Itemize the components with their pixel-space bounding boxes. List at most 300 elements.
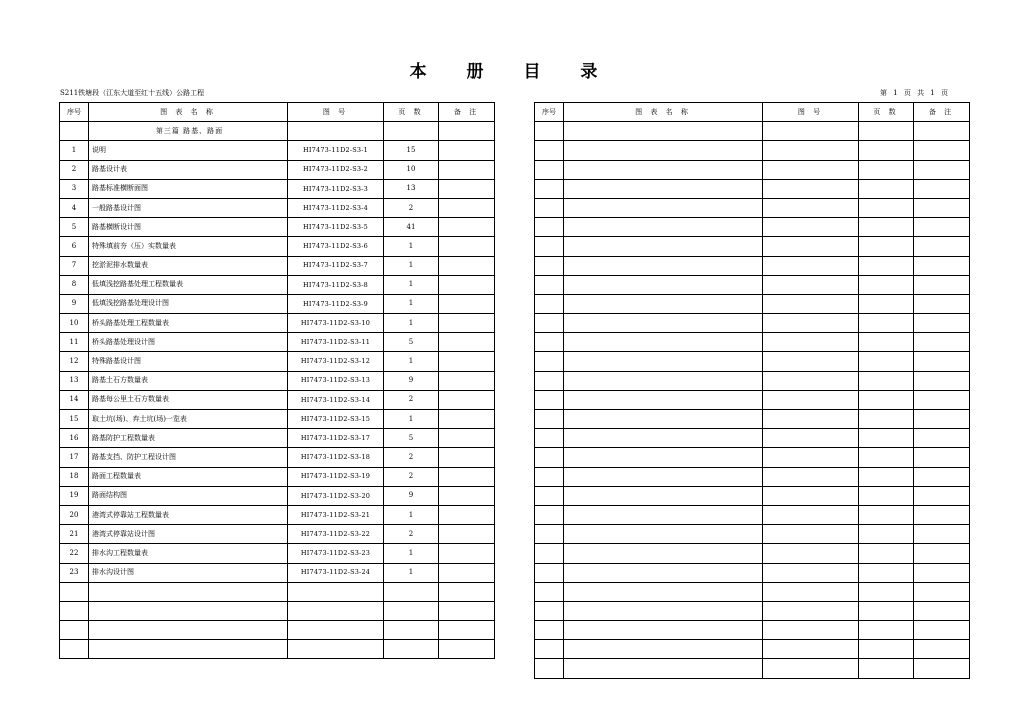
row-number: 18	[60, 467, 89, 486]
cell-empty	[914, 505, 970, 524]
page-title: 本 册 目 录	[409, 62, 615, 82]
empty-row	[535, 122, 970, 141]
cell-empty	[914, 563, 970, 582]
cell-empty	[60, 640, 89, 659]
cell-empty	[535, 544, 564, 563]
row-drawing-code: HI7473-11D2-S3-22	[288, 525, 384, 544]
row-name: 低填浅挖路基处理工程数量表	[89, 275, 288, 294]
cell-empty	[763, 237, 859, 256]
row-number: 8	[60, 275, 89, 294]
cell-empty	[763, 141, 859, 160]
empty-row	[535, 352, 970, 371]
cell-empty	[564, 122, 763, 141]
cell-empty	[535, 352, 564, 371]
cell-empty	[564, 601, 763, 620]
table-row	[60, 198, 495, 217]
cell-empty	[914, 659, 970, 678]
row-name: 排水沟工程数量表	[89, 544, 288, 563]
cell-empty	[763, 621, 859, 640]
cell-empty	[859, 525, 914, 544]
cell-empty	[288, 582, 384, 601]
cell-empty	[535, 237, 564, 256]
toc-table-right	[534, 102, 970, 679]
cell-empty	[564, 582, 763, 601]
row-name: 港湾式停靠站设计图	[89, 525, 288, 544]
table-row	[60, 237, 495, 256]
row-number: 10	[60, 314, 89, 333]
cell-empty	[564, 429, 763, 448]
cell-empty	[859, 563, 914, 582]
cell-empty	[535, 448, 564, 467]
row-name: 路面工程数量表	[89, 467, 288, 486]
row-number: 22	[60, 544, 89, 563]
header-name: 图 表 名 称	[564, 103, 763, 122]
empty-row	[535, 467, 970, 486]
row-name: 排水沟设计图	[89, 563, 288, 582]
cell-empty	[763, 160, 859, 179]
cell-empty	[763, 467, 859, 486]
cell-empty	[914, 621, 970, 640]
row-page-count: 1	[384, 314, 439, 333]
row-drawing-code: HI7473-11D2-S3-9	[288, 294, 384, 313]
cell-empty	[564, 198, 763, 217]
cell-empty	[535, 621, 564, 640]
cell-empty	[859, 160, 914, 179]
cell-empty	[60, 582, 89, 601]
empty-row	[535, 486, 970, 505]
cell-empty	[89, 640, 288, 659]
table-row	[60, 371, 495, 390]
row-remarks	[439, 218, 495, 237]
row-name: 一般路基设计图	[89, 198, 288, 217]
cell-empty	[914, 294, 970, 313]
cell-empty	[535, 256, 564, 275]
row-page-count: 2	[384, 467, 439, 486]
empty-row	[535, 410, 970, 429]
empty-row	[535, 563, 970, 582]
cell-empty	[288, 640, 384, 659]
section-title: 第三篇 路基、路面	[89, 122, 288, 141]
row-page-count: 1	[384, 256, 439, 275]
row-page-count: 10	[384, 160, 439, 179]
cell-empty	[439, 122, 495, 141]
cell-empty	[535, 601, 564, 620]
cell-empty	[763, 563, 859, 582]
cell-empty	[384, 122, 439, 141]
cell-empty	[564, 237, 763, 256]
cell-empty	[564, 544, 763, 563]
row-drawing-code: HI7473-11D2-S3-18	[288, 448, 384, 467]
row-page-count: 41	[384, 218, 439, 237]
cell-empty	[763, 640, 859, 659]
row-name: 路基土石方数量表	[89, 371, 288, 390]
cell-empty	[535, 429, 564, 448]
cell-empty	[763, 122, 859, 141]
row-number: 12	[60, 352, 89, 371]
row-number: 13	[60, 371, 89, 390]
cell-empty	[763, 294, 859, 313]
empty-row	[60, 621, 495, 640]
cell-empty	[763, 525, 859, 544]
row-number: 1	[60, 141, 89, 160]
section-row	[60, 122, 495, 141]
header-remarks: 备 注	[439, 103, 495, 122]
empty-row	[535, 314, 970, 333]
cell-empty	[535, 640, 564, 659]
row-drawing-code: HI7473-11D2-S3-24	[288, 563, 384, 582]
empty-row	[535, 294, 970, 313]
row-name: 挖淤泥排水数量表	[89, 256, 288, 275]
row-number: 17	[60, 448, 89, 467]
cell-empty	[859, 640, 914, 659]
cell-empty	[859, 294, 914, 313]
cell-empty	[564, 525, 763, 544]
cell-empty	[564, 218, 763, 237]
empty-row	[60, 601, 495, 620]
cell-empty	[535, 371, 564, 390]
row-number: 20	[60, 505, 89, 524]
cell-empty	[859, 218, 914, 237]
cell-empty	[564, 563, 763, 582]
cell-empty	[859, 198, 914, 217]
cell-empty	[89, 601, 288, 620]
cell-empty	[914, 467, 970, 486]
row-page-count: 1	[384, 544, 439, 563]
row-remarks	[439, 467, 495, 486]
row-drawing-code: HI7473-11D2-S3-7	[288, 256, 384, 275]
cell-empty	[60, 601, 89, 620]
row-drawing-code: HI7473-11D2-S3-19	[288, 467, 384, 486]
row-name: 低填浅挖路基处理设计图	[89, 294, 288, 313]
cell-empty	[914, 429, 970, 448]
row-name: 路基防护工程数量表	[89, 429, 288, 448]
cell-empty	[763, 601, 859, 620]
cell-empty	[564, 410, 763, 429]
row-number: 4	[60, 198, 89, 217]
row-remarks	[439, 237, 495, 256]
cell-empty	[763, 314, 859, 333]
cell-empty	[535, 563, 564, 582]
row-drawing-code: HI7473-11D2-S3-3	[288, 179, 384, 198]
row-number: 15	[60, 410, 89, 429]
header-num: 序号	[535, 103, 564, 122]
row-number: 7	[60, 256, 89, 275]
cell-empty	[914, 314, 970, 333]
table-row	[60, 390, 495, 409]
row-remarks	[439, 179, 495, 198]
cell-empty	[763, 371, 859, 390]
row-page-count: 1	[384, 352, 439, 371]
cell-empty	[859, 390, 914, 409]
cell-empty	[288, 621, 384, 640]
cell-empty	[859, 333, 914, 352]
cell-empty	[763, 659, 859, 678]
cell-empty	[384, 621, 439, 640]
cell-empty	[763, 544, 859, 563]
row-drawing-code: HI7473-11D2-S3-13	[288, 371, 384, 390]
cell-empty	[914, 410, 970, 429]
empty-row	[535, 621, 970, 640]
cell-empty	[914, 601, 970, 620]
row-page-count: 2	[384, 448, 439, 467]
row-drawing-code: HI7473-11D2-S3-23	[288, 544, 384, 563]
cell-empty	[859, 486, 914, 505]
cell-empty	[859, 122, 914, 141]
row-remarks	[439, 160, 495, 179]
cell-empty	[535, 198, 564, 217]
row-number: 6	[60, 237, 89, 256]
row-remarks	[439, 410, 495, 429]
header-code: 图 号	[288, 103, 384, 122]
row-remarks	[439, 448, 495, 467]
cell-empty	[439, 621, 495, 640]
cell-empty	[89, 582, 288, 601]
cell-empty	[535, 218, 564, 237]
row-remarks	[439, 371, 495, 390]
cell-empty	[564, 294, 763, 313]
cell-empty	[535, 390, 564, 409]
cell-empty	[60, 122, 89, 141]
empty-row	[535, 505, 970, 524]
cell-empty	[535, 141, 564, 160]
table-row	[60, 352, 495, 371]
cell-empty	[564, 160, 763, 179]
cell-empty	[564, 467, 763, 486]
empty-row	[535, 218, 970, 237]
row-remarks	[439, 544, 495, 563]
table-header-row	[535, 103, 970, 122]
cell-empty	[763, 179, 859, 198]
cell-empty	[535, 275, 564, 294]
row-name: 路基横断设计图	[89, 218, 288, 237]
header-pages: 页 数	[859, 103, 914, 122]
row-name: 路基支挡、防护工程设计图	[89, 448, 288, 467]
cell-empty	[859, 467, 914, 486]
cell-empty	[89, 621, 288, 640]
empty-row	[535, 448, 970, 467]
cell-empty	[564, 659, 763, 678]
empty-row	[60, 582, 495, 601]
row-number: 14	[60, 390, 89, 409]
cell-empty	[914, 237, 970, 256]
cell-empty	[914, 218, 970, 237]
cell-empty	[288, 601, 384, 620]
empty-row	[535, 198, 970, 217]
row-number: 5	[60, 218, 89, 237]
cell-empty	[859, 410, 914, 429]
cell-empty	[564, 314, 763, 333]
table-row	[60, 467, 495, 486]
row-name: 桥头路基处理工程数量表	[89, 314, 288, 333]
cell-empty	[914, 544, 970, 563]
row-remarks	[439, 505, 495, 524]
row-remarks	[439, 275, 495, 294]
cell-empty	[859, 314, 914, 333]
empty-row	[535, 659, 970, 678]
cell-empty	[859, 621, 914, 640]
table-row	[60, 179, 495, 198]
table-row	[60, 429, 495, 448]
empty-row	[535, 640, 970, 659]
empty-row	[60, 640, 495, 659]
table-row	[60, 563, 495, 582]
row-number: 19	[60, 486, 89, 505]
row-remarks	[439, 294, 495, 313]
table-header-row	[60, 103, 495, 122]
cell-empty	[914, 179, 970, 198]
cell-empty	[384, 582, 439, 601]
row-page-count: 5	[384, 333, 439, 352]
header-remarks: 备 注	[914, 103, 970, 122]
row-remarks	[439, 333, 495, 352]
row-remarks	[439, 563, 495, 582]
row-name: 路基设计表	[89, 160, 288, 179]
cell-empty	[914, 256, 970, 275]
row-name: 特殊填前夯（压）实数量表	[89, 237, 288, 256]
row-name: 港湾式停靠站工程数量表	[89, 505, 288, 524]
row-page-count: 9	[384, 371, 439, 390]
row-remarks	[439, 486, 495, 505]
project-subtitle: S211铁塘段（江东大道至红十五线）公路工程	[60, 89, 205, 97]
cell-empty	[60, 621, 89, 640]
cell-empty	[914, 486, 970, 505]
row-name: 说明	[89, 141, 288, 160]
cell-empty	[914, 640, 970, 659]
cell-empty	[914, 448, 970, 467]
cell-empty	[564, 352, 763, 371]
header-name: 图 表 名 称	[89, 103, 288, 122]
cell-empty	[859, 352, 914, 371]
cell-empty	[288, 122, 384, 141]
cell-empty	[763, 333, 859, 352]
row-name: 路面结构图	[89, 486, 288, 505]
toc-table-left	[59, 102, 495, 659]
row-name: 取土坑(场)、弃土坑(场)一览表	[89, 410, 288, 429]
table-row	[60, 525, 495, 544]
table-row	[60, 141, 495, 160]
table-row	[60, 448, 495, 467]
row-name: 路基每公里土石方数量表	[89, 390, 288, 409]
cell-empty	[763, 410, 859, 429]
cell-empty	[859, 179, 914, 198]
row-page-count: 1	[384, 294, 439, 313]
cell-empty	[914, 582, 970, 601]
row-page-count: 1	[384, 237, 439, 256]
empty-row	[535, 275, 970, 294]
row-drawing-code: HI7473-11D2-S3-20	[288, 486, 384, 505]
cell-empty	[535, 160, 564, 179]
cell-empty	[859, 601, 914, 620]
cell-empty	[763, 275, 859, 294]
row-name: 特殊路基设计图	[89, 352, 288, 371]
table-row	[60, 294, 495, 313]
cell-empty	[535, 659, 564, 678]
cell-empty	[564, 448, 763, 467]
row-drawing-code: HI7473-11D2-S3-5	[288, 218, 384, 237]
cell-empty	[763, 486, 859, 505]
row-page-count: 5	[384, 429, 439, 448]
row-remarks	[439, 525, 495, 544]
cell-empty	[564, 141, 763, 160]
cell-empty	[384, 601, 439, 620]
cell-empty	[914, 352, 970, 371]
cell-empty	[763, 429, 859, 448]
cell-empty	[564, 275, 763, 294]
cell-empty	[535, 467, 564, 486]
row-drawing-code: HI7473-11D2-S3-12	[288, 352, 384, 371]
cell-empty	[564, 505, 763, 524]
table-row	[60, 505, 495, 524]
row-page-count: 13	[384, 179, 439, 198]
row-page-count: 2	[384, 198, 439, 217]
row-page-count: 2	[384, 390, 439, 409]
row-page-count: 1	[384, 410, 439, 429]
cell-empty	[914, 371, 970, 390]
empty-row	[535, 601, 970, 620]
cell-empty	[859, 275, 914, 294]
cell-empty	[914, 198, 970, 217]
cell-empty	[535, 179, 564, 198]
row-drawing-code: HI7473-11D2-S3-10	[288, 314, 384, 333]
row-remarks	[439, 429, 495, 448]
table-row	[60, 486, 495, 505]
cell-empty	[763, 448, 859, 467]
table-row	[60, 218, 495, 237]
cell-empty	[564, 371, 763, 390]
cell-empty	[859, 582, 914, 601]
table-row	[60, 314, 495, 333]
row-drawing-code: HI7473-11D2-S3-2	[288, 160, 384, 179]
cell-empty	[535, 314, 564, 333]
empty-row	[535, 582, 970, 601]
cell-empty	[564, 486, 763, 505]
table-row	[60, 160, 495, 179]
row-number: 9	[60, 294, 89, 313]
cell-empty	[859, 659, 914, 678]
cell-empty	[914, 275, 970, 294]
empty-row	[535, 429, 970, 448]
cell-empty	[564, 640, 763, 659]
cell-empty	[859, 371, 914, 390]
cell-empty	[535, 525, 564, 544]
row-number: 16	[60, 429, 89, 448]
header-code: 图 号	[763, 103, 859, 122]
cell-empty	[859, 505, 914, 524]
row-page-count: 1	[384, 505, 439, 524]
cell-empty	[859, 544, 914, 563]
cell-empty	[535, 410, 564, 429]
row-page-count: 1	[384, 275, 439, 294]
empty-row	[535, 390, 970, 409]
empty-row	[535, 544, 970, 563]
row-drawing-code: HI7473-11D2-S3-4	[288, 198, 384, 217]
row-remarks	[439, 256, 495, 275]
empty-row	[535, 256, 970, 275]
row-number: 23	[60, 563, 89, 582]
cell-empty	[763, 218, 859, 237]
empty-row	[535, 237, 970, 256]
row-name: 桥头路基处理设计图	[89, 333, 288, 352]
row-drawing-code: HI7473-11D2-S3-14	[288, 390, 384, 409]
table-row	[60, 333, 495, 352]
cell-empty	[859, 141, 914, 160]
cell-empty	[763, 198, 859, 217]
row-remarks	[439, 390, 495, 409]
cell-empty	[763, 352, 859, 371]
row-page-count: 2	[384, 525, 439, 544]
cell-empty	[439, 640, 495, 659]
cell-empty	[763, 582, 859, 601]
